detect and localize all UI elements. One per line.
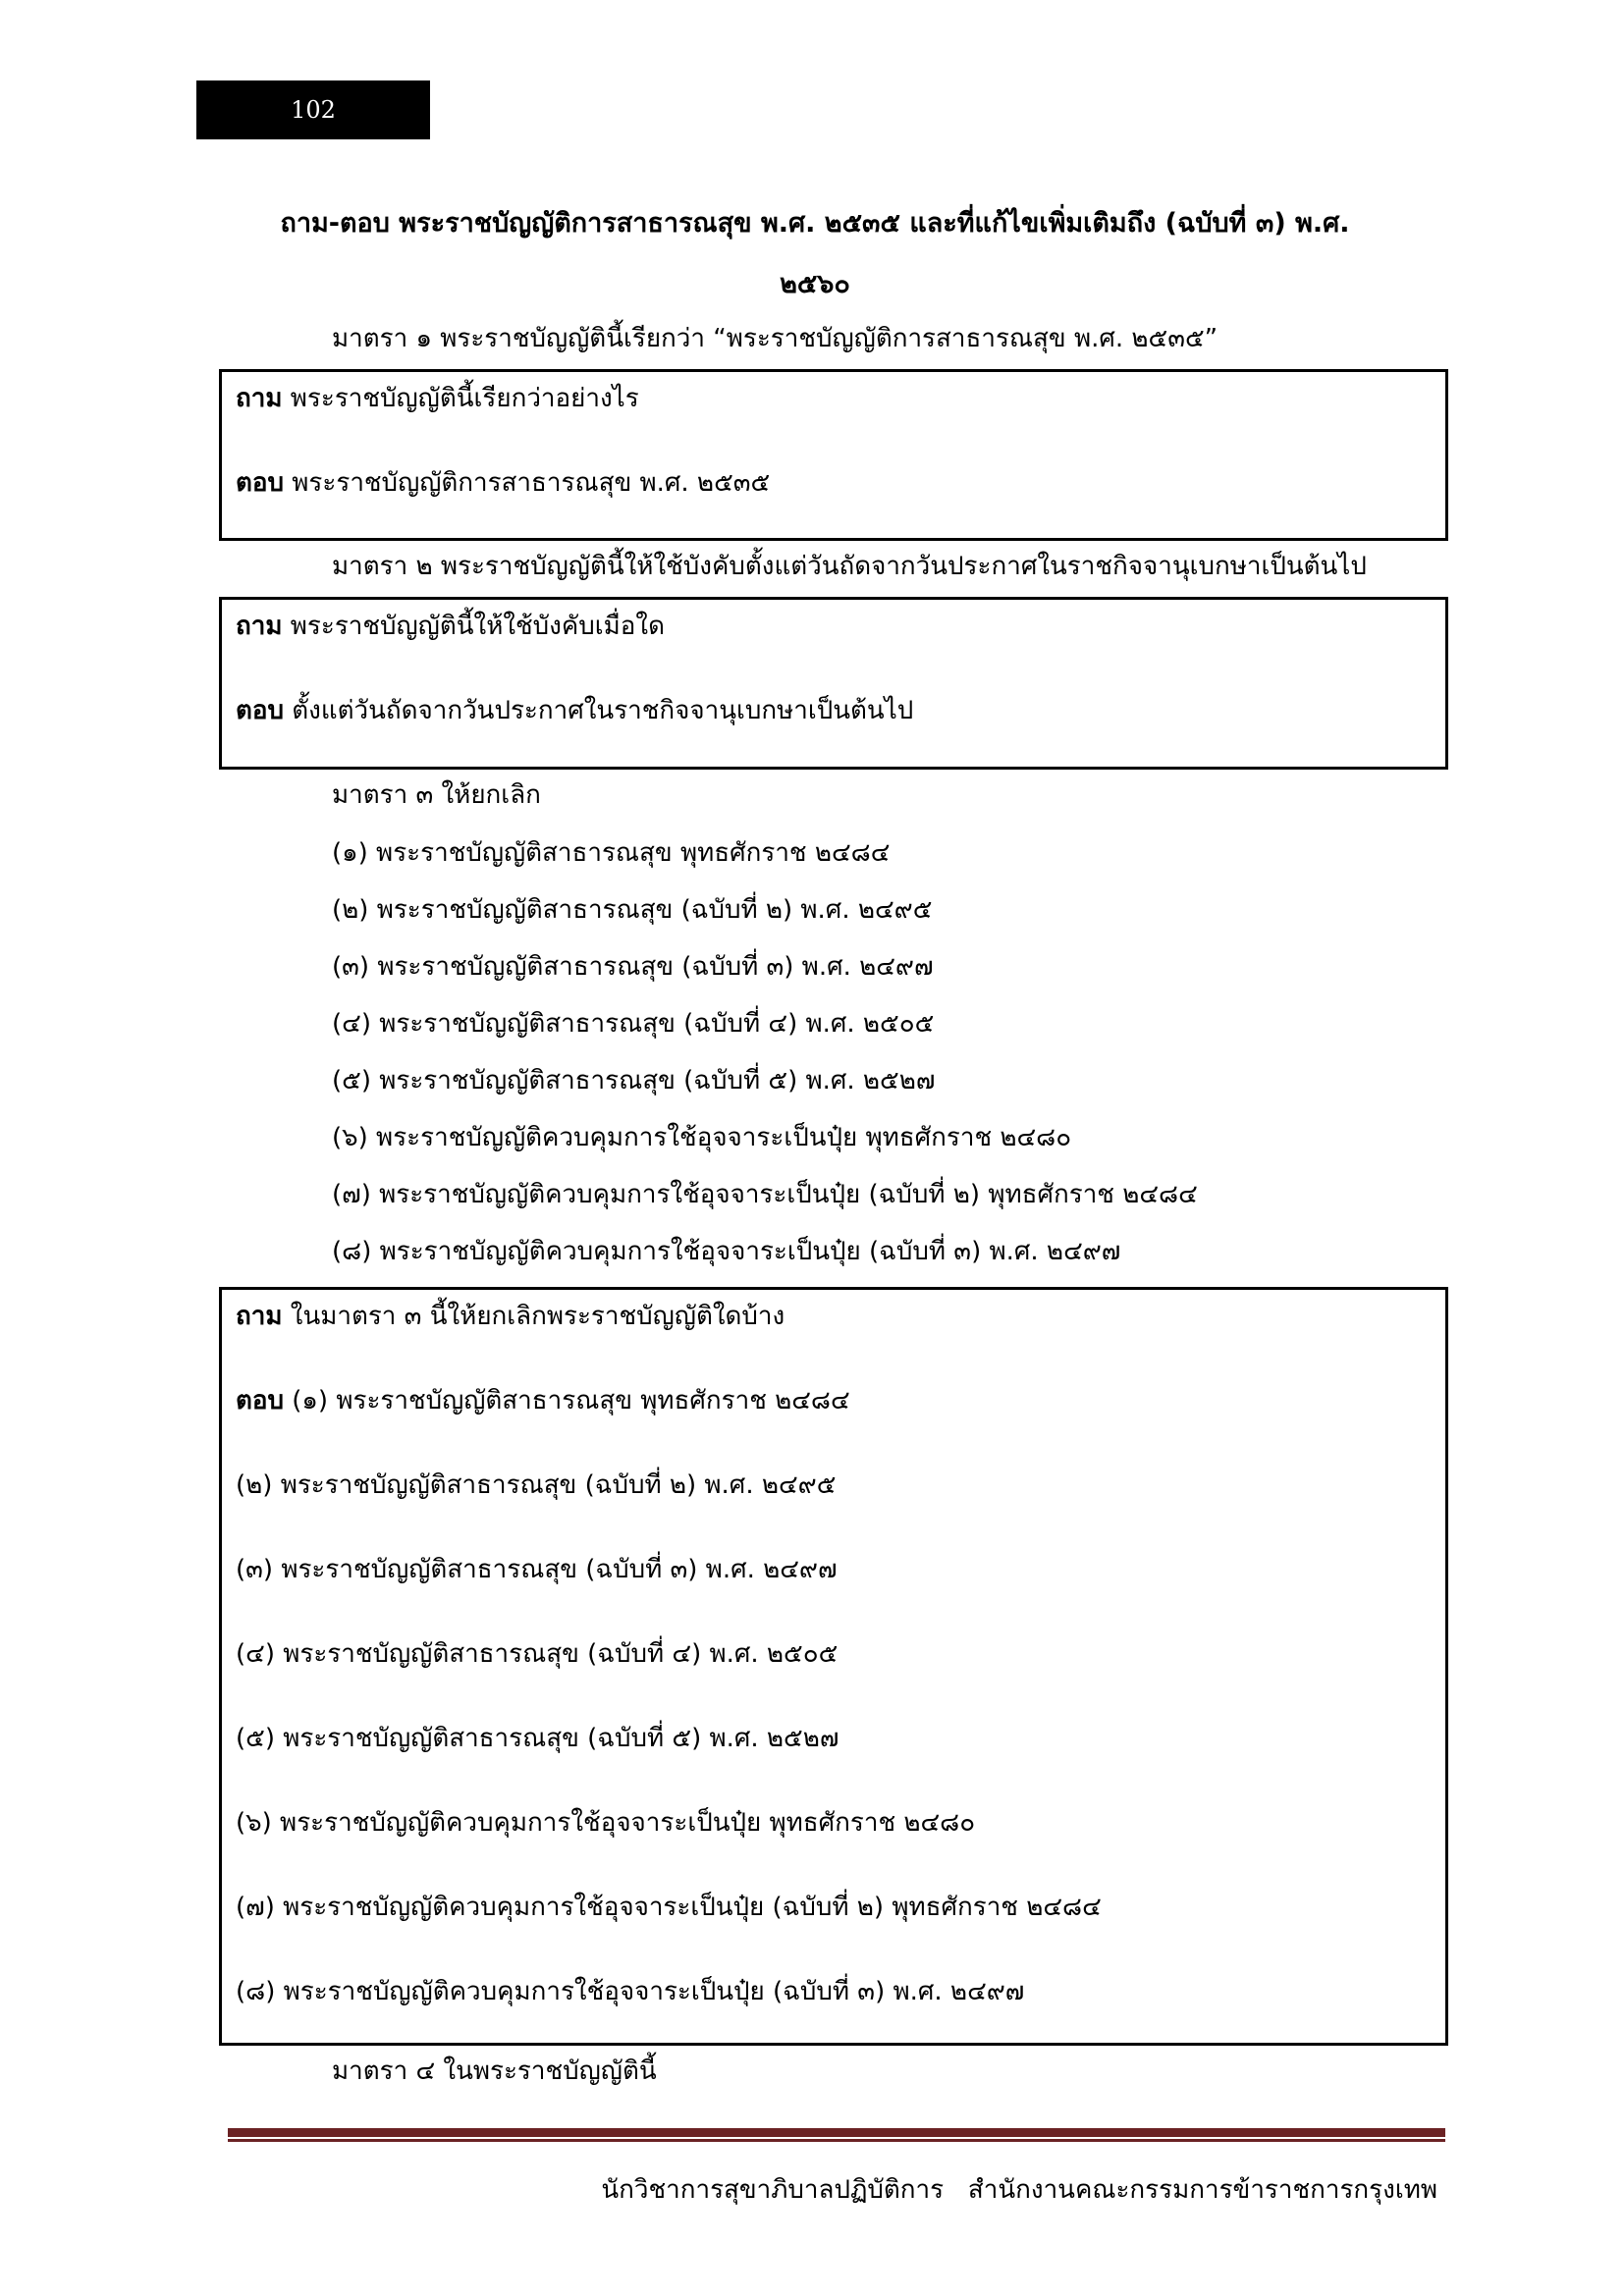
question-label: ถาม bbox=[236, 1302, 283, 1331]
question-label: ถาม bbox=[236, 384, 283, 413]
section-2-text: มาตรา ๒ พระราชบัญญัตินี้ให้ใช้บังคับตั้งแต่วันถัดจากวันประกาศในราชกิจจานุเบกษาเป็นต้นไป bbox=[332, 552, 1367, 581]
question-text: ในมาตรา ๓ นี้ให้ยกเลิกพระราชบัญญัติใดบ้าง bbox=[282, 1302, 785, 1331]
footer-divider-thick bbox=[228, 2128, 1445, 2137]
answer-label: ตอบ bbox=[236, 696, 285, 725]
repealed-item: (๓) พระราชบัญญัติสาธารณสุข (ฉบับที่ ๓) พ.ศ. ๒๔๙๗ bbox=[332, 952, 934, 982]
qa-box-section-1 bbox=[219, 369, 1448, 541]
repealed-item: (๒) พระราชบัญญัติสาธารณสุข (ฉบับที่ ๒) พ.ศ. ๒๔๙๕ bbox=[332, 895, 933, 925]
answer-item: (๖) พระราชบัญญัติควบคุมการใช้อุจจาระเป็นปุ๋ย พุทธศักราช ๒๔๘๐ bbox=[236, 1808, 976, 1838]
repealed-item: (๔) พระราชบัญญัติสาธารณสุข (ฉบับที่ ๔) พ.ศ. ๒๕๐๕ bbox=[332, 1009, 935, 1039]
question-text: พระราชบัญญัตินี้ให้ใช้บังคับเมื่อใด bbox=[282, 612, 665, 641]
answer-item: (๗) พระราชบัญญัติควบคุมการใช้อุจจาระเป็นปุ๋ย (ฉบับที่ ๒) พุทธศักราช ๒๔๘๔ bbox=[236, 1893, 1102, 1922]
repealed-item: (๗) พระราชบัญญัติควบคุมการใช้อุจจาระเป็นปุ๋ย (ฉบับที่ ๒) พุทธศักราช ๒๔๘๔ bbox=[332, 1180, 1198, 1209]
footer-divider-thin bbox=[228, 2139, 1445, 2142]
repealed-item: (๑) พระราชบัญญัติสาธารณสุข พุทธศักราช ๒๔๘๔ bbox=[332, 838, 891, 868]
question-line bbox=[236, 386, 639, 411]
answer-line bbox=[236, 470, 770, 496]
answer-item: (๔) พระราชบัญญัติสาธารณสุข (ฉบับที่ ๔) พ.ศ. ๒๕๐๕ bbox=[236, 1639, 839, 1669]
document-title-line-1: ถาม-ตอบ พระราชบัญญัติการสาธารณสุข พ.ศ. ๒๕๓๕ และที่แก้ไขเพิ่มเติมถึง (ฉบับที่ ๓) พ.ศ. bbox=[280, 208, 1350, 239]
page-number: 102 bbox=[291, 96, 336, 124]
document-title-line-2: ๒๕๖๐ bbox=[780, 269, 850, 299]
question-text: พระราชบัญญัตินี้เรียกว่าอย่างไร bbox=[282, 384, 639, 413]
qa-box-section-3 bbox=[219, 1287, 1448, 2046]
answer-label: ตอบ bbox=[236, 1386, 285, 1415]
answer-line bbox=[236, 1388, 850, 1414]
answer-text: (๑) พระราชบัญญัติสาธารณสุข พุทธศักราช ๒๔๘๔ bbox=[284, 1386, 850, 1415]
question-line bbox=[236, 614, 665, 639]
question-line bbox=[236, 1304, 785, 1329]
answer-label: ตอบ bbox=[236, 468, 285, 498]
page-number-badge bbox=[196, 80, 430, 139]
answer-text: ตั้งแต่วันถัดจากวันประกาศในราชกิจจานุเบกษาเป็นต้นไป bbox=[284, 696, 914, 725]
section-3-text: มาตรา ๓ ให้ยกเลิก bbox=[332, 780, 541, 810]
section-4-text: มาตรา ๔ ในพระราชบัญญัตินี้ bbox=[332, 2056, 657, 2086]
question-label: ถาม bbox=[236, 612, 283, 641]
footer-text: นักวิชาการสุขาภิบาลปฏิบัติการ สำนักงานคณะกรรมการข้าราชการกรุงเทพ bbox=[601, 2175, 1437, 2205]
answer-item: (๘) พระราชบัญญัติควบคุมการใช้อุจจาระเป็นปุ๋ย (ฉบับที่ ๓) พ.ศ. ๒๔๙๗ bbox=[236, 1977, 1025, 2006]
repealed-item: (๕) พระราชบัญญัติสาธารณสุข (ฉบับที่ ๕) พ.ศ. ๒๕๒๗ bbox=[332, 1066, 936, 1095]
section-1-text: มาตรา ๑ พระราชบัญญัตินี้เรียกว่า “พระราชบัญญัติการสาธารณสุข พ.ศ. ๒๕๓๕” bbox=[332, 324, 1218, 353]
answer-item: (๓) พระราชบัญญัติสาธารณสุข (ฉบับที่ ๓) พ.ศ. ๒๔๙๗ bbox=[236, 1555, 838, 1584]
answer-item: (๕) พระราชบัญญัติสาธารณสุข (ฉบับที่ ๕) พ.ศ. ๒๕๒๗ bbox=[236, 1724, 839, 1753]
answer-line bbox=[236, 698, 913, 723]
answer-text: พระราชบัญญัติการสาธารณสุข พ.ศ. ๒๕๓๕ bbox=[284, 468, 771, 498]
repealed-item: (๘) พระราชบัญญัติควบคุมการใช้อุจจาระเป็นปุ๋ย (ฉบับที่ ๓) พ.ศ. ๒๔๙๗ bbox=[332, 1237, 1121, 1266]
repealed-item: (๖) พระราชบัญญัติควบคุมการใช้อุจจาระเป็นปุ๋ย พุทธศักราช ๒๔๘๐ bbox=[332, 1123, 1072, 1152]
answer-item: (๒) พระราชบัญญัติสาธารณสุข (ฉบับที่ ๒) พ.ศ. ๒๔๙๕ bbox=[236, 1470, 837, 1500]
qa-box-section-2 bbox=[219, 597, 1448, 770]
